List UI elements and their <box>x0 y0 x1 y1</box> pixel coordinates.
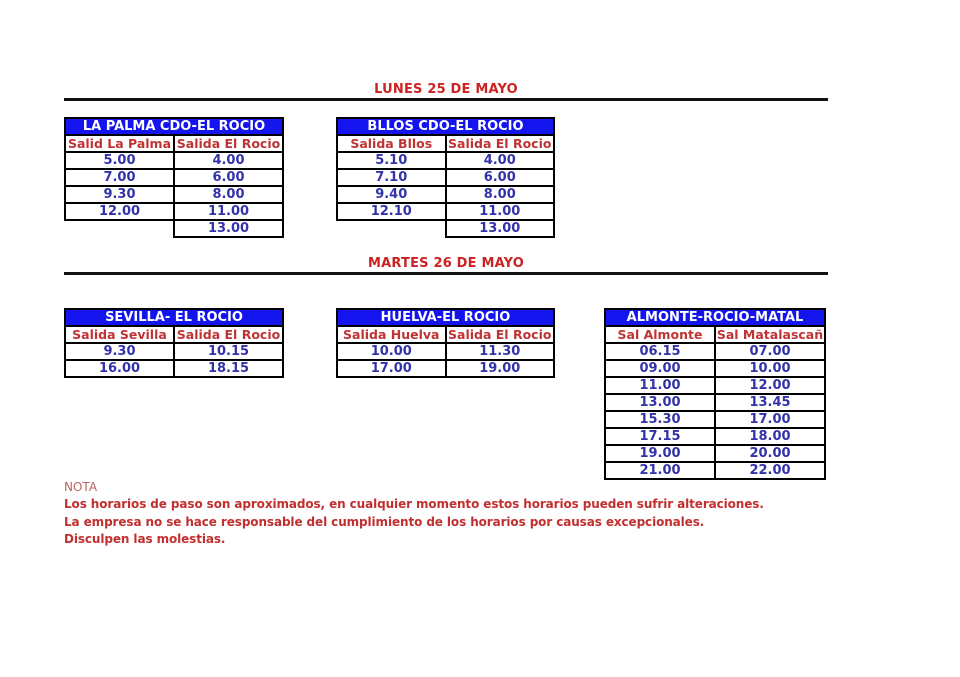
timetable-la-palma <box>64 117 284 238</box>
table-title: BLLOS CDO-EL ROCIO <box>337 118 554 135</box>
table-title: HUELVA-EL ROCIO <box>337 309 554 326</box>
time-cell: 6.00 <box>446 169 555 186</box>
table-row <box>65 343 283 360</box>
time-cell: 8.00 <box>174 186 283 203</box>
time-cell: 4.00 <box>446 152 555 169</box>
time-cell: 21.00 <box>605 462 715 479</box>
timetable-bllos-container <box>336 117 555 238</box>
time-cell: 9.40 <box>337 186 446 203</box>
column-header: Sal Matalascañ <box>716 327 824 342</box>
note-line: La empresa no se hace responsable del cumplimiento de los horarios por causas excepcionales. <box>64 514 705 529</box>
time-cell: 6.00 <box>174 169 283 186</box>
time-cell: 7.10 <box>337 169 446 186</box>
empty-cell <box>65 220 174 237</box>
horizontal-rule <box>64 272 828 275</box>
table-row <box>605 445 825 462</box>
time-cell: 19.00 <box>605 445 715 462</box>
time-cell: 07.00 <box>715 343 825 360</box>
column-header: Salid La Palma <box>65 135 174 152</box>
table-title: LA PALMA CDO-EL ROCIO <box>65 118 283 135</box>
timetable-sevilla-container <box>64 308 284 378</box>
column-header: Salida Huelva <box>337 326 446 343</box>
column-header: Salida El Rocio <box>446 326 555 343</box>
timetable-la-palma-container <box>64 117 284 238</box>
timetable-bllos <box>336 117 555 238</box>
time-cell: 12.00 <box>715 377 825 394</box>
time-cell: 9.30 <box>65 186 174 203</box>
table-row <box>605 394 825 411</box>
note-line: Disculpen las molestias. <box>64 532 226 546</box>
table-row <box>605 360 825 377</box>
time-cell: 18.00 <box>715 428 825 445</box>
column-header: Salida El Rocio <box>174 326 283 343</box>
time-cell: 10.15 <box>174 343 283 360</box>
column-header: Sal Almonte <box>605 326 715 343</box>
table-row <box>605 428 825 445</box>
time-cell: 13.00 <box>446 220 555 237</box>
time-cell: 06.15 <box>605 343 715 360</box>
table-row <box>65 203 283 220</box>
empty-cell <box>337 220 446 237</box>
time-cell: 11.00 <box>174 203 283 220</box>
time-cell: 16.00 <box>65 360 174 377</box>
time-cell: 13.45 <box>715 394 825 411</box>
table-row <box>337 360 554 377</box>
table-row <box>65 169 283 186</box>
time-cell: 4.00 <box>174 152 283 169</box>
timetable-sevilla <box>64 308 284 378</box>
table-row <box>65 152 283 169</box>
time-cell: 22.00 <box>715 462 825 479</box>
time-cell: 13.00 <box>605 394 715 411</box>
table-row <box>337 169 554 186</box>
timetable-almonte <box>604 308 826 480</box>
time-cell: 7.00 <box>65 169 174 186</box>
time-cell: 13.00 <box>174 220 283 237</box>
table-title: SEVILLA- EL ROCIO <box>65 309 283 326</box>
table-row <box>65 186 283 203</box>
table-title: ALMONTE-ROCIO-MATAL <box>605 309 825 326</box>
table-row <box>337 220 554 237</box>
column-header: Salida El Rocio <box>174 135 283 152</box>
note-line: Los horarios de paso son aproximados, en cualquier momento estos horarios pueden sufrir alteraciones. <box>64 497 764 511</box>
time-cell: 17.00 <box>715 411 825 428</box>
time-cell: 10.00 <box>337 343 446 360</box>
time-cell: 12.10 <box>337 203 446 220</box>
table-row <box>605 462 825 479</box>
time-cell: 9.30 <box>65 343 174 360</box>
note-text-block <box>64 496 914 549</box>
table-row <box>605 377 825 394</box>
time-cell: 17.00 <box>337 360 446 377</box>
time-cell: 11.30 <box>446 343 555 360</box>
table-row <box>337 152 554 169</box>
time-cell: 19.00 <box>446 360 555 377</box>
timetable-huelva-container <box>336 308 555 378</box>
day-heading-martes: MARTES 26 DE MAYO <box>367 256 525 271</box>
day-heading-lunes: LUNES 25 DE MAYO <box>374 82 518 97</box>
time-cell: 8.00 <box>446 186 555 203</box>
table-row <box>337 203 554 220</box>
horizontal-rule <box>64 98 828 101</box>
time-cell: 20.00 <box>715 445 825 462</box>
time-cell: 09.00 <box>605 360 715 377</box>
table-row <box>65 220 283 237</box>
time-cell: 17.15 <box>605 428 715 445</box>
time-cell: 11.00 <box>446 203 555 220</box>
timetable-huelva <box>336 308 555 378</box>
column-header: Salida El Rocio <box>446 135 555 152</box>
note-label: NOTA <box>64 480 98 494</box>
timetable-almonte-container <box>604 308 826 480</box>
time-cell: 11.00 <box>605 377 715 394</box>
column-header: Salida Sevilla <box>65 326 174 343</box>
table-row <box>605 343 825 360</box>
table-row <box>337 343 554 360</box>
table-row <box>337 186 554 203</box>
time-cell: 5.00 <box>65 152 174 169</box>
time-cell: 10.00 <box>715 360 825 377</box>
time-cell: 5.10 <box>337 152 446 169</box>
table-row <box>65 360 283 377</box>
time-cell: 18.15 <box>174 360 283 377</box>
time-cell: 12.00 <box>65 203 174 220</box>
table-row <box>605 411 825 428</box>
time-cell: 15.30 <box>605 411 715 428</box>
column-header: Salida Bllos <box>337 135 446 152</box>
